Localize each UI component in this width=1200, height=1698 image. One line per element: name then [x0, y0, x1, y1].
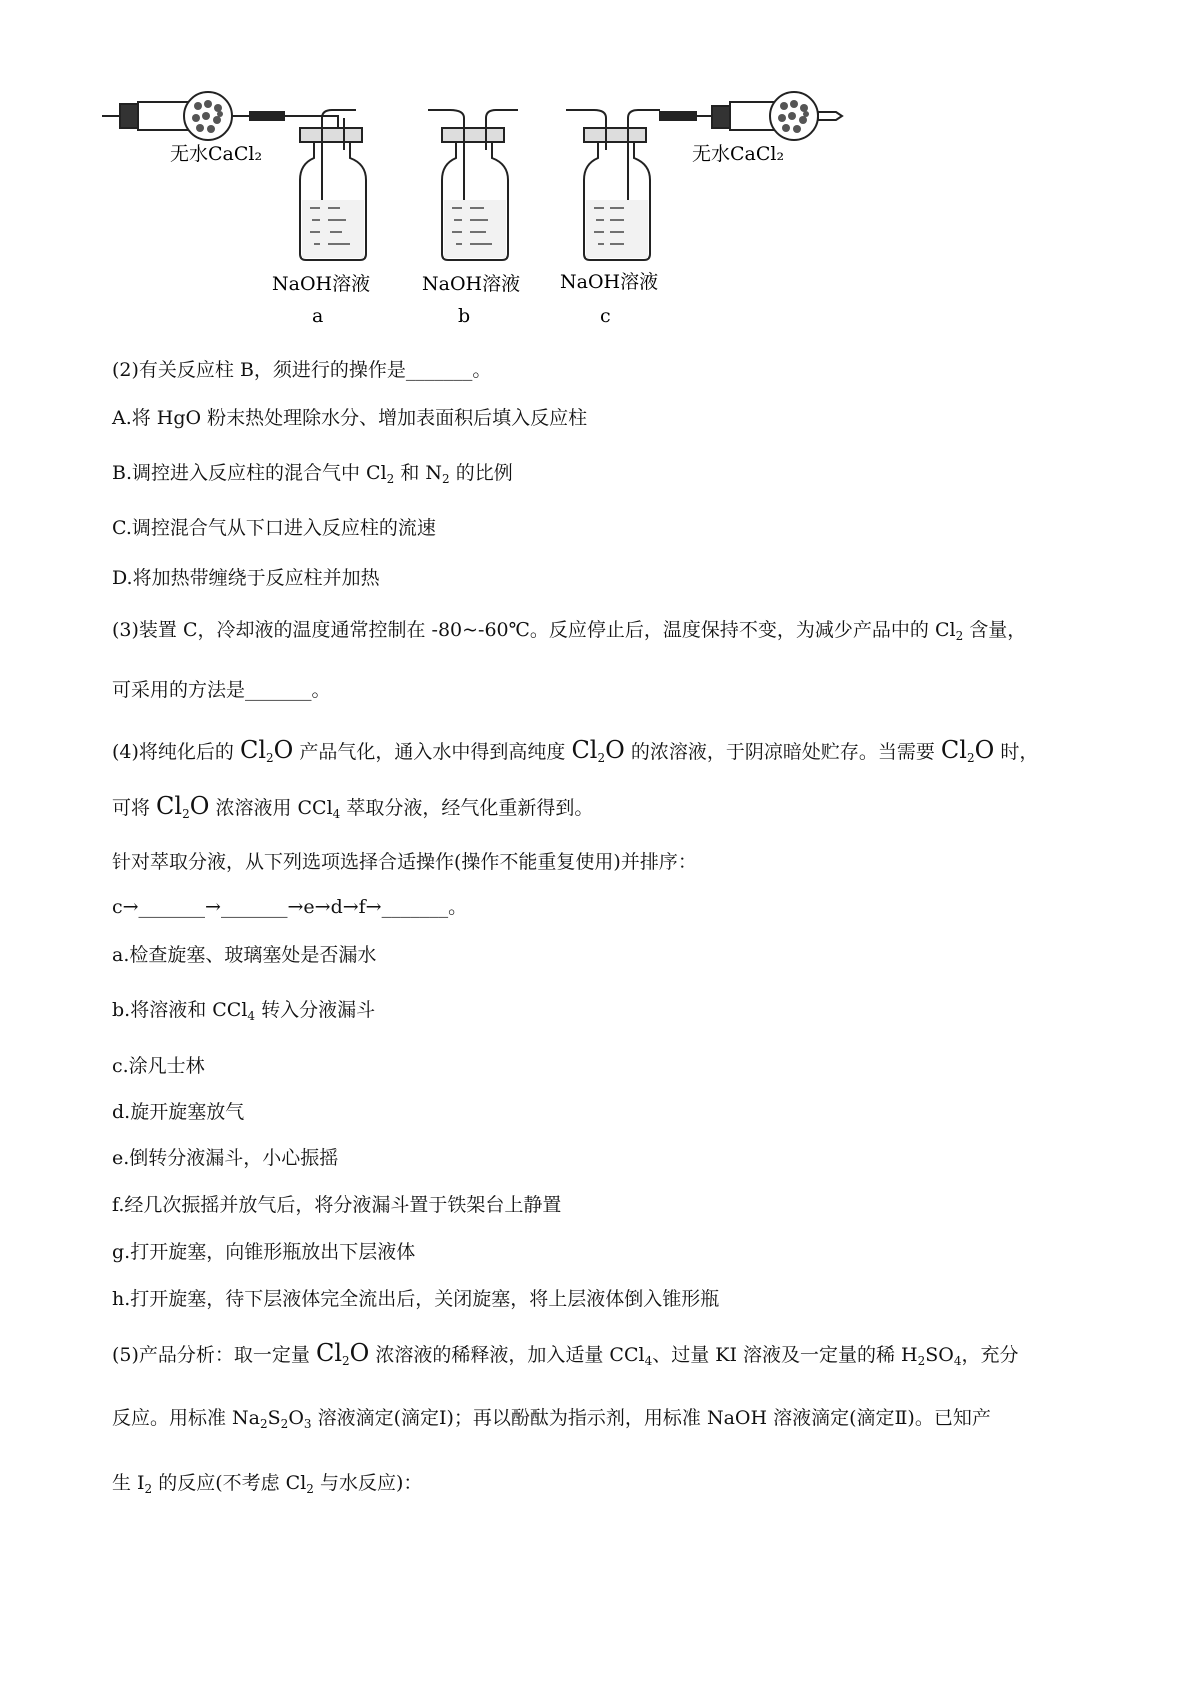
- q5-l1-text3: 、过量 KI 溶液及一定量的稀 H: [652, 1344, 918, 1366]
- q4-option-h: h.打开旋塞，待下层液体完全流出后，关闭旋塞，将上层液体倒入锥形瓶: [112, 1288, 720, 1310]
- q5-formula1-cl: Cl: [315, 1339, 343, 1367]
- q4-line1: [112, 737, 1038, 765]
- q2-option-b-sub1: 2: [386, 472, 395, 486]
- q3-line1-text2: 含量，: [963, 619, 1027, 641]
- q4-l1-text4: 时，: [994, 741, 1039, 763]
- q4-option-d: d.旋开旋塞放气: [112, 1101, 245, 1123]
- q2-option-d: D.将加热带缠绕于反应柱并加热: [112, 567, 380, 589]
- q4-l1-text1: (4)将纯化后的: [112, 741, 240, 763]
- q4-formula1: [240, 736, 293, 764]
- q5-l3-sub2: 2: [306, 1482, 314, 1496]
- q4-formula1-sub: 2: [266, 751, 274, 765]
- q4-formula4-o: O: [189, 792, 210, 820]
- q4-formula4: [156, 792, 209, 820]
- q2-option-b-text1: B.调控进入反应柱的混合气中 Cl: [112, 462, 387, 484]
- q4-instruction: 针对萃取分液，从下列选项选择合适操作(操作不能重复使用)并排序：: [112, 851, 697, 873]
- q4-option-b-text2: 转入分液漏斗: [255, 999, 376, 1021]
- q2-option-b: [112, 460, 513, 486]
- q5-l1-text1: (5)产品分析：取一定量: [112, 1344, 316, 1366]
- q4-formula1-o: O: [273, 736, 294, 764]
- q4-formula2-cl: Cl: [571, 736, 598, 764]
- solution-b-label: NaOH溶液: [422, 273, 521, 295]
- q5-formula1-o: O: [349, 1339, 370, 1367]
- q2-option-b-sub2: 2: [442, 472, 450, 486]
- q4-option-b-text1: b.将溶液和 CCl: [112, 999, 248, 1021]
- q5-l2-text2: S: [267, 1407, 281, 1429]
- q4-option-e: e.倒转分液漏斗，小心振摇: [112, 1147, 339, 1169]
- q3-line1: [112, 617, 1026, 643]
- q4-option-b: [112, 997, 375, 1023]
- q3-line1-sub: 2: [955, 629, 964, 643]
- q5-formula1: [316, 1339, 369, 1367]
- q4-l2-text1: 可将: [112, 797, 157, 819]
- q4-option-f: f.经几次振摇并放气后，将分液漏斗置于铁架台上静置: [112, 1194, 562, 1216]
- reagent-right-label: 无水CaCl₂: [692, 143, 785, 165]
- q5-line3: [112, 1470, 422, 1496]
- q5-line1: [112, 1340, 1019, 1368]
- bottle-c-label: c: [600, 305, 611, 327]
- q5-l2-sub1: 2: [260, 1417, 268, 1431]
- q5-l1-sub3: 4: [953, 1354, 962, 1368]
- q4-formula1-cl: Cl: [239, 736, 267, 764]
- q4-formula3-o: O: [974, 736, 995, 764]
- q2-option-b-text2: 和 N: [394, 462, 443, 484]
- q4-option-b-sub: 4: [247, 1009, 256, 1023]
- q4-formula3: [941, 736, 994, 764]
- q4-l1-text2: 产品气化，通入水中得到高纯度: [293, 741, 572, 763]
- q3-line1-text1: (3)装置 C，冷却液的温度通常控制在 -80~-60℃。反应停止后，温度保持不变，为减少产品中的 Cl: [112, 619, 956, 641]
- q5-l2-text1: 反应。用标准 Na: [112, 1407, 260, 1429]
- q4-l2-sub: 4: [332, 807, 341, 821]
- q5-l2-sub2: 2: [280, 1417, 289, 1431]
- q4-sequence: c→_______→_______→e→d→f→_______。: [112, 896, 468, 918]
- q5-l1-text2: 浓溶液的稀释液，加入适量 CCl: [369, 1344, 645, 1366]
- q4-option-g: g.打开旋塞，向锥形瓶放出下层液体: [112, 1241, 416, 1263]
- q5-l2-sub3: 3: [303, 1417, 312, 1431]
- q5-l3-text2: 的反应(不考虑 Cl: [152, 1472, 307, 1494]
- q5-l3-text1: 生 I: [112, 1472, 145, 1494]
- q5-l2-text3: O: [288, 1407, 304, 1429]
- q4-l2-text2: 浓溶液用 CCl: [209, 797, 333, 819]
- q4-option-c: c.涂凡士林: [112, 1055, 205, 1077]
- q2-option-b-text3: 的比例: [449, 462, 513, 484]
- q2-option-a: A.将 HgO 粉末热处理除水分、增加表面积后填入反应柱: [112, 407, 588, 429]
- q5-line2: [112, 1405, 991, 1431]
- q5-l2-text4: 溶液滴定(滴定Ⅰ)；再以酚酞为指示剂，用标准 NaOH 溶液滴定(滴定Ⅱ)。已知产: [311, 1407, 991, 1429]
- q5-formula1-sub: 2: [342, 1354, 350, 1368]
- q5-l3-sub1: 2: [144, 1482, 153, 1496]
- reagent-left-label: 无水CaCl₂: [170, 143, 263, 165]
- q2-option-c: C.调控混合气从下口进入反应柱的流速: [112, 517, 436, 539]
- q5-l1-sub1: 4: [644, 1354, 653, 1368]
- q4-option-a: a.检查旋塞、玻璃塞处是否漏水: [112, 944, 377, 966]
- q4-formula3-sub: 2: [966, 751, 975, 765]
- q4-formula4-cl: Cl: [156, 792, 183, 820]
- apparatus-drawing: [100, 88, 860, 328]
- q4-formula3-cl: Cl: [940, 736, 967, 764]
- q5-l1-text5: ，充分: [961, 1344, 1019, 1366]
- q5-l1-sub2: 2: [917, 1354, 926, 1368]
- bottle-b-label: b: [458, 305, 471, 327]
- q5-l3-text3: 与水反应)：: [313, 1472, 423, 1494]
- q3-line2: 可采用的方法是_______。: [112, 679, 331, 701]
- solution-a-label: NaOH溶液: [272, 273, 371, 295]
- q5-l1-text4: SO: [925, 1344, 954, 1366]
- q4-l2-text3: 萃取分液，经气化重新得到。: [340, 797, 594, 819]
- q4-l1-text3: 的浓溶液，于阴凉暗处贮存。当需要: [624, 741, 941, 763]
- q4-line2: [112, 793, 593, 821]
- solution-c-label: NaOH溶液: [560, 271, 659, 293]
- apparatus-figure: [100, 88, 860, 328]
- bottle-a-label: a: [312, 305, 324, 327]
- q4-formula2: [571, 736, 624, 764]
- q2-stem: (2)有关反应柱 B，须进行的操作是_______。: [112, 359, 492, 381]
- q4-formula2-o: O: [605, 736, 625, 764]
- q4-formula4-sub: 2: [182, 807, 190, 821]
- q4-formula2-sub: 2: [597, 751, 606, 765]
